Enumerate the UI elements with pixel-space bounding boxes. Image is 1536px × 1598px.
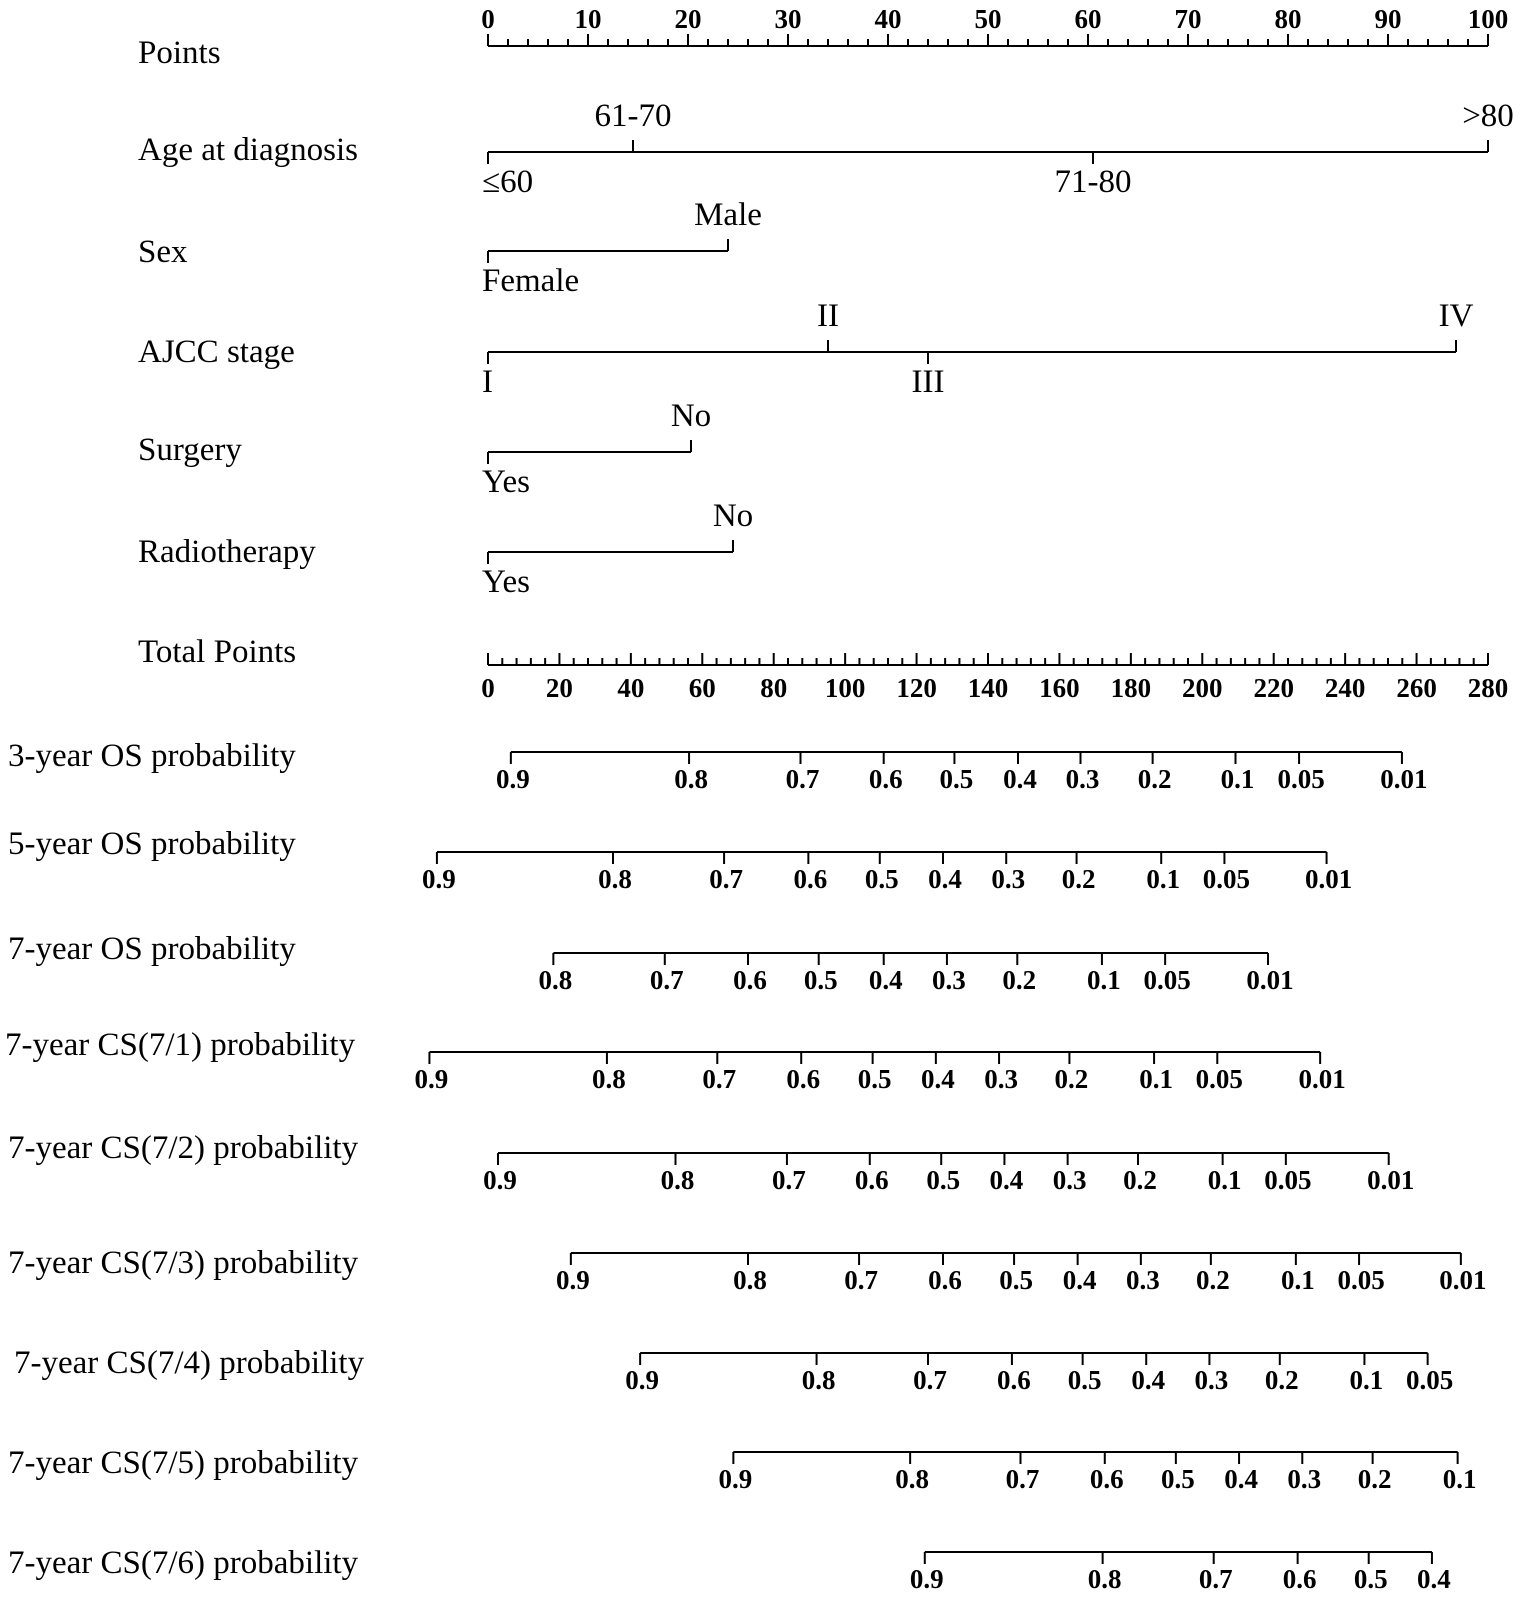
outcome-tick-label-7-year-cs-7-5-probability: 0.7 [1005, 1464, 1040, 1494]
total-points-scale-label: Total Points [138, 634, 297, 670]
outcome-tick-label-7-year-cs-7-2-probability: 0.7 [772, 1165, 806, 1195]
points-tick-label: 50 [974, 4, 1002, 34]
outcome-tick-label-7-year-cs-7-1-probability: 0.1 [1139, 1064, 1173, 1094]
outcome-label-7-year-cs-7-2-probability: 7-year CS(7/2) probability [8, 1130, 359, 1166]
predictor-level-ajcc-stage: IV [1438, 298, 1474, 334]
predictor-level-sex: Male [694, 197, 762, 233]
outcome-tick-label-7-year-cs-7-2-probability: 0.1 [1207, 1165, 1242, 1195]
outcome-tick-label-7-year-os-probability: 0.2 [1002, 965, 1037, 995]
outcome-label-7-year-cs-7-4-probability: 7-year CS(7/4) probability [14, 1345, 365, 1381]
outcome-tick-label-5-year-os-probability: 0.3 [991, 864, 1026, 894]
outcome-tick-label-3-year-os-probability: 0.7 [785, 764, 820, 794]
outcome-tick-label-7-year-cs-7-3-probability: 0.9 [555, 1265, 590, 1295]
predictor-level-radiotherapy: No [712, 498, 754, 534]
outcome-tick-label-7-year-cs-7-1-probability: 0.3 [984, 1064, 1018, 1094]
predictor-level-age-at-diagnosis: 71-80 [1054, 164, 1132, 200]
outcome-tick-label-7-year-os-probability: 0.3 [932, 965, 966, 995]
points-tick-label: 0 [481, 4, 495, 34]
outcome-tick-label-7-year-os-probability: 0.4 [868, 965, 903, 995]
predictor-level-age-at-diagnosis: ≤60 [482, 164, 534, 200]
predictor-label-surgery: Surgery [138, 432, 242, 468]
outcome-tick-label-7-year-cs-7-2-probability: 0.5 [926, 1165, 961, 1195]
points-tick-label: 90 [1374, 4, 1402, 34]
predictor-label-sex: Sex [138, 234, 188, 270]
outcome-tick-label-7-year-cs-7-4-probability: 0.8 [801, 1365, 836, 1395]
outcome-tick-label-7-year-cs-7-4-probability: 0.2 [1264, 1365, 1299, 1395]
outcome-tick-label-7-year-cs-7-5-probability: 0.3 [1287, 1464, 1322, 1494]
outcome-tick-label-7-year-os-probability: 0.6 [733, 965, 767, 995]
total-points-tick-label: 160 [1039, 673, 1080, 703]
outcome-tick-label-7-year-cs-7-6-probability: 0.7 [1198, 1564, 1233, 1594]
outcome-tick-label-7-year-os-probability: 0.5 [803, 965, 838, 995]
outcome-label-7-year-cs-7-3-probability: 7-year CS(7/3) probability [8, 1245, 359, 1281]
outcome-tick-label-7-year-os-probability: 0.7 [649, 965, 684, 995]
outcome-tick-label-7-year-cs-7-1-probability: 0.5 [857, 1064, 892, 1094]
total-points-tick-label: 280 [1467, 673, 1509, 703]
outcome-label-7-year-cs-7-1-probability: 7-year CS(7/1) probability [5, 1027, 356, 1063]
predictor-level-age-at-diagnosis: 61-70 [594, 98, 672, 134]
outcome-label-7-year-cs-7-5-probability: 7-year CS(7/5) probability [8, 1445, 359, 1481]
outcome-tick-label-7-year-cs-7-2-probability: 0.9 [483, 1165, 517, 1195]
outcome-tick-label-3-year-os-probability: 0.9 [495, 764, 530, 794]
outcome-tick-label-5-year-os-probability: 0.6 [793, 864, 828, 894]
total-points-tick-label: 180 [1110, 673, 1152, 703]
points-tick-label: 30 [774, 4, 802, 34]
outcome-tick-label-7-year-cs-7-6-probability: 0.4 [1417, 1564, 1451, 1594]
outcome-tick-label-7-year-os-probability: 0.05 [1143, 965, 1191, 995]
outcome-tick-label-7-year-cs-7-1-probability: 0.4 [920, 1064, 955, 1094]
outcome-tick-label-7-year-os-probability: 0.1 [1087, 965, 1121, 995]
outcome-tick-label-7-year-os-probability: 0.8 [538, 965, 573, 995]
points-tick-label: 100 [1467, 4, 1509, 34]
outcome-tick-label-3-year-os-probability: 0.1 [1220, 764, 1255, 794]
points-tick-label: 40 [874, 4, 902, 34]
outcome-tick-label-7-year-cs-7-5-probability: 0.2 [1357, 1464, 1392, 1494]
outcome-tick-label-7-year-cs-7-4-probability: 0.4 [1131, 1365, 1166, 1395]
outcome-tick-label-7-year-cs-7-3-probability: 0.05 [1337, 1265, 1385, 1295]
outcome-tick-label-7-year-cs-7-4-probability: 0.1 [1349, 1365, 1384, 1395]
predictor-level-age-at-diagnosis: >80 [1462, 98, 1514, 134]
outcome-tick-label-7-year-cs-7-2-probability: 0.2 [1123, 1165, 1157, 1195]
outcome-tick-label-5-year-os-probability: 0.9 [422, 864, 456, 894]
total-points-tick-label: 260 [1396, 673, 1437, 703]
outcome-tick-label-7-year-cs-7-2-probability: 0.3 [1052, 1165, 1087, 1195]
outcome-tick-label-7-year-cs-7-3-probability: 0.6 [928, 1265, 962, 1295]
predictor-level-surgery: No [670, 398, 712, 434]
total-points-tick-label: 0 [481, 673, 495, 703]
predictor-level-radiotherapy: Yes [482, 564, 531, 600]
outcome-label-7-year-cs-7-6-probability: 7-year CS(7/6) probability [8, 1545, 359, 1581]
outcome-tick-label-7-year-cs-7-5-probability: 0.4 [1224, 1464, 1258, 1494]
outcome-tick-label-5-year-os-probability: 0.4 [928, 864, 962, 894]
outcome-tick-label-7-year-cs-7-5-probability: 0.6 [1089, 1464, 1124, 1494]
outcome-tick-label-7-year-cs-7-5-probability: 0.8 [895, 1464, 930, 1494]
outcome-tick-label-7-year-cs-7-2-probability: 0.05 [1264, 1165, 1312, 1195]
outcome-tick-label-7-year-cs-7-6-probability: 0.6 [1282, 1564, 1317, 1594]
outcome-tick-label-7-year-cs-7-1-probability: 0.7 [702, 1064, 737, 1094]
total-points-tick-label: 240 [1324, 673, 1366, 703]
total-points-tick-label: 40 [617, 673, 645, 703]
total-points-tick-label: 220 [1253, 673, 1294, 703]
predictor-level-surgery: Yes [482, 464, 531, 500]
outcome-tick-label-7-year-cs-7-5-probability: 0.5 [1160, 1464, 1195, 1494]
outcome-tick-label-7-year-cs-7-4-probability: 0.05 [1406, 1365, 1454, 1395]
predictor-level-ajcc-stage: I [482, 364, 493, 400]
predictor-label-radiotherapy: Radiotherapy [138, 534, 316, 570]
total-points-tick-label: 20 [545, 673, 573, 703]
outcome-tick-label-7-year-cs-7-3-probability: 0.2 [1195, 1265, 1230, 1295]
predictor-label-ajcc-stage: AJCC stage [138, 334, 295, 370]
total-points-tick-label: 140 [967, 673, 1009, 703]
outcome-label-5-year-os-probability: 5-year OS probability [8, 826, 296, 862]
outcome-tick-label-7-year-cs-7-1-probability: 0.2 [1054, 1064, 1089, 1094]
points-scale-label: Points [138, 35, 221, 71]
points-tick-label: 70 [1174, 4, 1202, 34]
outcome-tick-label-7-year-cs-7-3-probability: 0.5 [999, 1265, 1033, 1295]
outcome-tick-label-7-year-cs-7-1-probability: 0.05 [1195, 1064, 1243, 1094]
outcome-tick-label-7-year-cs-7-6-probability: 0.8 [1087, 1564, 1122, 1594]
points-tick-label: 20 [674, 4, 702, 34]
outcome-tick-label-3-year-os-probability: 0.5 [939, 764, 974, 794]
predictor-level-sex: Female [482, 263, 580, 299]
outcome-tick-label-3-year-os-probability: 0.8 [674, 764, 708, 794]
outcome-tick-label-5-year-os-probability: 0.8 [598, 864, 632, 894]
outcome-tick-label-7-year-cs-7-1-probability: 0.6 [786, 1064, 821, 1094]
outcome-tick-label-3-year-os-probability: 0.05 [1277, 764, 1325, 794]
total-points-tick-label: 80 [760, 673, 788, 703]
outcome-tick-label-5-year-os-probability: 0.2 [1061, 864, 1096, 894]
outcome-tick-label-3-year-os-probability: 0.4 [1003, 764, 1037, 794]
points-tick-label: 10 [574, 4, 602, 34]
outcome-tick-label-7-year-cs-7-5-probability: 0.9 [718, 1464, 753, 1494]
total-points-tick-label: 200 [1182, 673, 1223, 703]
outcome-tick-label-7-year-cs-7-2-probability: 0.01 [1367, 1165, 1415, 1195]
outcome-tick-label-7-year-cs-7-5-probability: 0.1 [1442, 1464, 1477, 1494]
outcome-tick-label-7-year-cs-7-3-probability: 0.4 [1062, 1265, 1097, 1295]
outcome-tick-label-7-year-cs-7-3-probability: 0.3 [1125, 1265, 1160, 1295]
outcome-tick-label-3-year-os-probability: 0.2 [1137, 764, 1172, 794]
points-tick-label: 80 [1274, 4, 1302, 34]
outcome-label-3-year-os-probability: 3-year OS probability [8, 738, 296, 774]
outcome-tick-label-7-year-os-probability: 0.01 [1246, 965, 1294, 995]
outcome-tick-label-7-year-cs-7-3-probability: 0.8 [733, 1265, 767, 1295]
outcome-tick-label-7-year-cs-7-2-probability: 0.8 [660, 1165, 695, 1195]
predictor-level-ajcc-stage: III [911, 364, 945, 400]
outcome-tick-label-7-year-cs-7-2-probability: 0.4 [989, 1165, 1024, 1195]
outcome-tick-label-7-year-cs-7-4-probability: 0.7 [913, 1365, 947, 1395]
outcome-tick-label-7-year-cs-7-1-probability: 0.01 [1298, 1064, 1346, 1094]
outcome-tick-label-7-year-cs-7-2-probability: 0.6 [854, 1165, 889, 1195]
outcome-tick-label-7-year-cs-7-6-probability: 0.9 [909, 1564, 944, 1594]
total-points-tick-label: 100 [824, 673, 866, 703]
outcome-label-7-year-os-probability: 7-year OS probability [8, 931, 296, 967]
total-points-tick-label: 120 [896, 673, 937, 703]
outcome-tick-label-3-year-os-probability: 0.3 [1065, 764, 1100, 794]
outcome-tick-label-7-year-cs-7-1-probability: 0.8 [592, 1064, 626, 1094]
outcome-tick-label-5-year-os-probability: 0.01 [1304, 864, 1353, 894]
outcome-tick-label-3-year-os-probability: 0.6 [868, 764, 903, 794]
points-tick-label: 60 [1074, 4, 1102, 34]
outcome-tick-label-7-year-cs-7-4-probability: 0.3 [1194, 1365, 1229, 1395]
outcome-tick-label-7-year-cs-7-4-probability: 0.5 [1067, 1365, 1102, 1395]
outcome-tick-label-5-year-os-probability: 0.05 [1202, 864, 1251, 894]
predictor-level-ajcc-stage: II [817, 298, 839, 334]
outcome-tick-label-7-year-cs-7-3-probability: 0.1 [1280, 1265, 1315, 1295]
total-points-tick-label: 60 [688, 673, 716, 703]
outcome-tick-label-7-year-cs-7-1-probability: 0.9 [414, 1064, 449, 1094]
outcome-tick-label-7-year-cs-7-6-probability: 0.5 [1353, 1564, 1388, 1594]
outcome-tick-label-5-year-os-probability: 0.5 [864, 864, 899, 894]
outcome-tick-label-5-year-os-probability: 0.1 [1146, 864, 1181, 894]
outcome-tick-label-7-year-cs-7-4-probability: 0.9 [625, 1365, 660, 1395]
outcome-tick-label-7-year-cs-7-3-probability: 0.7 [844, 1265, 878, 1295]
outcome-tick-label-5-year-os-probability: 0.7 [709, 864, 743, 894]
outcome-tick-label-7-year-cs-7-4-probability: 0.6 [997, 1365, 1031, 1395]
outcome-tick-label-3-year-os-probability: 0.01 [1380, 764, 1428, 794]
predictor-label-age-at-diagnosis: Age at diagnosis [138, 132, 358, 168]
outcome-tick-label-7-year-cs-7-3-probability: 0.01 [1439, 1265, 1487, 1295]
